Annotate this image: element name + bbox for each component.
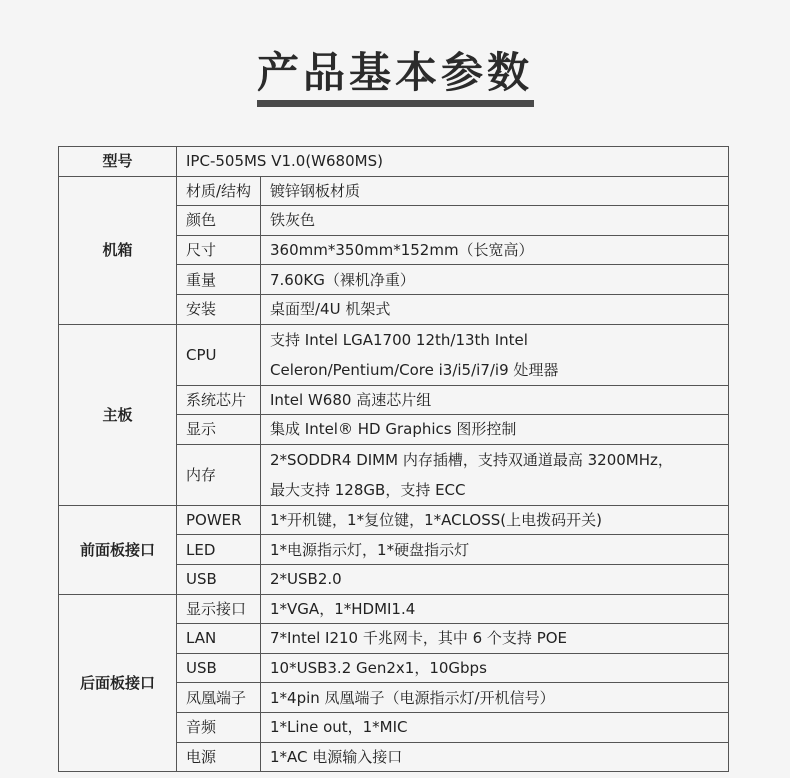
- row-label: 凤凰端子: [177, 683, 261, 713]
- row-value: 1*Line out，1*MIC: [261, 712, 729, 742]
- row-value-line: Celeron/Pentium/Core i3/i5/i7/i9 处理器: [270, 360, 559, 379]
- row-label: POWER: [177, 505, 261, 535]
- row-value: 360mm*350mm*152mm（长宽高）: [261, 235, 729, 265]
- row-value: 10*USB3.2 Gen2x1，10Gbps: [261, 653, 729, 683]
- model-value: IPC-505MS V1.0(W680MS): [177, 147, 729, 177]
- row-label: 重量: [177, 265, 261, 295]
- row-value: 1*电源指示灯，1*硬盘指示灯: [261, 535, 729, 565]
- table-row: [59, 147, 729, 177]
- table-row: [59, 594, 729, 624]
- row-value: 集成 Intel® HD Graphics 图形控制: [261, 415, 729, 445]
- row-label: 显示接口: [177, 594, 261, 624]
- row-value: 铁灰色: [261, 206, 729, 236]
- row-value: [261, 444, 729, 505]
- row-label: CPU: [177, 324, 261, 385]
- row-label: USB: [177, 564, 261, 594]
- row-label: 内存: [177, 444, 261, 505]
- row-label: 电源: [177, 742, 261, 772]
- row-value-line: 支持 Intel LGA1700 12th/13th Intel: [270, 330, 528, 349]
- row-value: 桌面型/4U 机架式: [261, 294, 729, 324]
- row-value: 1*4pin 凤凰端子（电源指示灯/开机信号）: [261, 683, 729, 713]
- row-value: 7.60KG（裸机净重）: [261, 265, 729, 295]
- table-row: [59, 324, 729, 385]
- group-label: 主板: [59, 324, 177, 505]
- group-label: 后面板接口: [59, 594, 177, 772]
- group-label: 机箱: [59, 176, 177, 324]
- page-title: 产品基本参数: [256, 48, 533, 97]
- row-label: LED: [177, 535, 261, 565]
- table-row: [59, 505, 729, 535]
- row-label: USB: [177, 653, 261, 683]
- spec-table: [58, 146, 729, 772]
- row-label: 颜色: [177, 206, 261, 236]
- row-label: 系统芯片: [177, 385, 261, 415]
- row-label: LAN: [177, 624, 261, 654]
- model-label: 型号: [59, 147, 177, 177]
- row-label: 音频: [177, 712, 261, 742]
- row-label: 尺寸: [177, 235, 261, 265]
- row-value-line: 最大支持 128GB，支持 ECC: [270, 480, 466, 499]
- row-value: 1*VGA，1*HDMI1.4: [261, 594, 729, 624]
- row-label: 安装: [177, 294, 261, 324]
- row-value: 1*AC 电源输入接口: [261, 742, 729, 772]
- group-label: 前面板接口: [59, 505, 177, 594]
- row-label: 显示: [177, 415, 261, 445]
- row-value: Intel W680 高速芯片组: [261, 385, 729, 415]
- table-row: [59, 176, 729, 206]
- row-label: 材质/结构: [177, 176, 261, 206]
- row-value: 2*USB2.0: [261, 564, 729, 594]
- title-underline: [257, 100, 534, 107]
- row-value-line: 2*SODDR4 DIMM 内存插槽，支持双通道最高 3200MHz，: [270, 450, 673, 469]
- row-value: 1*开机键，1*复位键，1*ACLOSS(上电拨码开关): [261, 505, 729, 535]
- row-value: 镀锌钢板材质: [261, 176, 729, 206]
- row-value: [261, 324, 729, 385]
- row-value: 7*Intel I210 千兆网卡，其中 6 个支持 POE: [261, 624, 729, 654]
